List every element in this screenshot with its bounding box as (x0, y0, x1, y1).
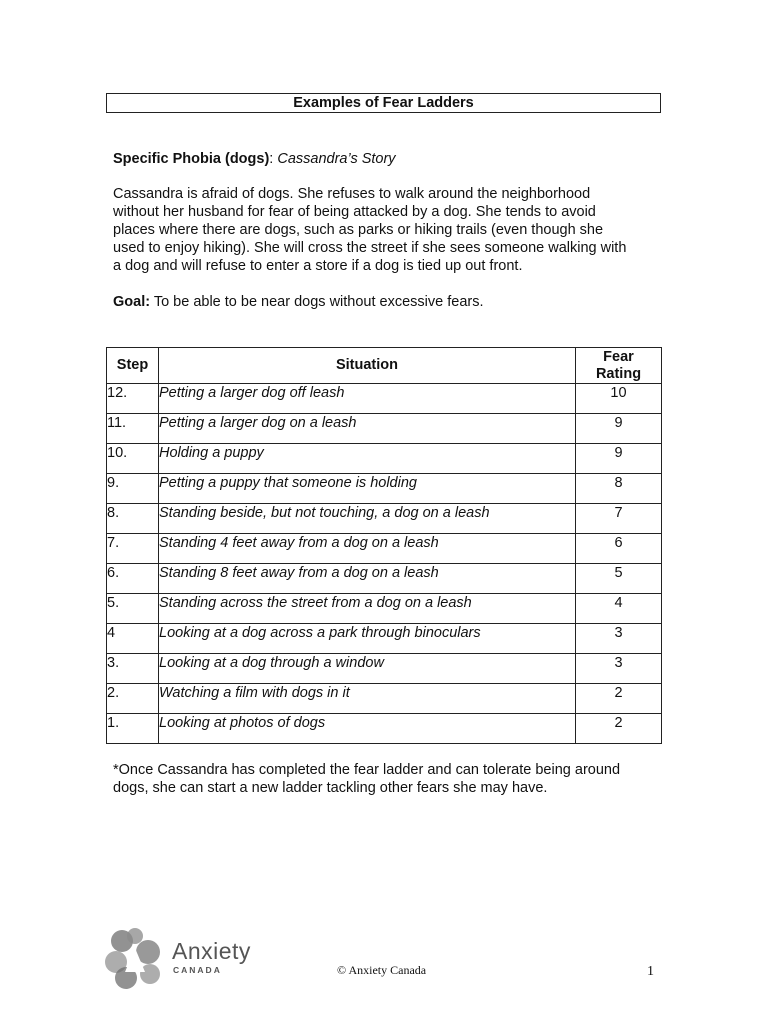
fear-ladder-table (106, 347, 662, 744)
step-cell: 5. (107, 594, 159, 624)
step-cell: 2. (107, 684, 159, 714)
goal-label: Goal: (113, 294, 151, 310)
step-cell: 12. (107, 384, 159, 414)
table-row (107, 534, 662, 564)
situation-cell: Holding a puppy (159, 444, 576, 474)
table-row (107, 654, 662, 684)
header-step: Step (107, 348, 159, 384)
step-cell: 6. (107, 564, 159, 594)
header-rating-line2: Rating (595, 365, 642, 382)
rating-cell: 3 (576, 624, 662, 654)
step-cell: 4 (107, 624, 159, 654)
logo-subtitle: CANADA (173, 965, 222, 975)
step-cell: 7. (107, 534, 159, 564)
step-cell: 8. (107, 504, 159, 534)
step-cell: 9. (107, 474, 159, 504)
section-heading (113, 150, 396, 168)
table-row (107, 474, 662, 504)
step-cell: 1. (107, 714, 159, 744)
situation-cell: Standing 4 feet away from a dog on a leash (159, 534, 576, 564)
rating-cell: 6 (576, 534, 662, 564)
rating-cell: 8 (576, 474, 662, 504)
header-situation: Situation (159, 348, 576, 384)
footnote (113, 761, 673, 797)
story-line: used to enjoy hiking). She will cross the street if she sees someone walking with (113, 240, 627, 256)
goal-statement (113, 293, 484, 311)
table-row (107, 714, 662, 744)
table-row (107, 444, 662, 474)
situation-cell: Standing across the street from a dog on a leash (159, 594, 576, 624)
rating-cell: 10 (576, 384, 662, 414)
page-number: 1 (647, 964, 654, 979)
table-row (107, 594, 662, 624)
table-row (107, 564, 662, 594)
situation-cell: Looking at a dog through a window (159, 654, 576, 684)
logo-wordmark: Anxiety (172, 938, 251, 964)
anxiety-canada-logo (104, 928, 264, 990)
table-row (107, 624, 662, 654)
step-cell: 10. (107, 444, 159, 474)
situation-cell: Petting a larger dog off leash (159, 384, 576, 414)
rating-cell: 3 (576, 654, 662, 684)
step-cell: 11. (107, 414, 159, 444)
table-row (107, 414, 662, 444)
table-row (107, 504, 662, 534)
header-rating-line1: Fear (603, 348, 634, 365)
table-row (107, 684, 662, 714)
phobia-label: Specific Phobia (dogs) (113, 151, 270, 167)
situation-cell: Petting a puppy that someone is holding (159, 474, 576, 504)
rating-cell: 5 (576, 564, 662, 594)
rating-cell: 9 (576, 444, 662, 474)
table-header-row (107, 348, 662, 384)
copyright-notice: © Anxiety Canada (337, 963, 427, 977)
situation-cell: Looking at photos of dogs (159, 714, 576, 744)
document-title: Examples of Fear Ladders (106, 93, 661, 113)
rating-cell: 4 (576, 594, 662, 624)
story-title: Cassandra’s Story (277, 151, 396, 167)
goal-text: To be able to be near dogs without excessive fears. (150, 294, 484, 310)
situation-cell: Petting a larger dog on a leash (159, 414, 576, 444)
situation-cell: Standing 8 feet away from a dog on a leash (159, 564, 576, 594)
footnote-line: dogs, she can start a new ladder tackling other fears she may have. (113, 780, 548, 796)
table-row (107, 384, 662, 414)
story-line: without her husband for fear of being attacked by a dog. She tends to avoid (113, 204, 596, 220)
story-line: places where there are dogs, such as parks or hiking trails (even though she (113, 222, 604, 238)
situation-cell: Looking at a dog across a park through binoculars (159, 624, 576, 654)
story-paragraph (113, 185, 673, 275)
step-cell: 3. (107, 654, 159, 684)
heading-separator: : (269, 151, 274, 167)
header-fear-rating (576, 348, 662, 384)
rating-cell: 2 (576, 714, 662, 744)
situation-cell: Watching a film with dogs in it (159, 684, 576, 714)
story-line: Cassandra is afraid of dogs. She refuses to walk around the neighborhood (113, 186, 591, 202)
situation-cell: Standing beside, but not touching, a dog on a leash (159, 504, 576, 534)
footnote-line: *Once Cassandra has completed the fear ladder and can tolerate being around (113, 762, 621, 778)
rating-cell: 7 (576, 504, 662, 534)
story-line: a dog and will refuse to enter a store if a dog is tied up out front. (113, 258, 523, 274)
rating-cell: 2 (576, 684, 662, 714)
rating-cell: 9 (576, 414, 662, 444)
anxiety-canada-logo-icon (104, 928, 166, 990)
